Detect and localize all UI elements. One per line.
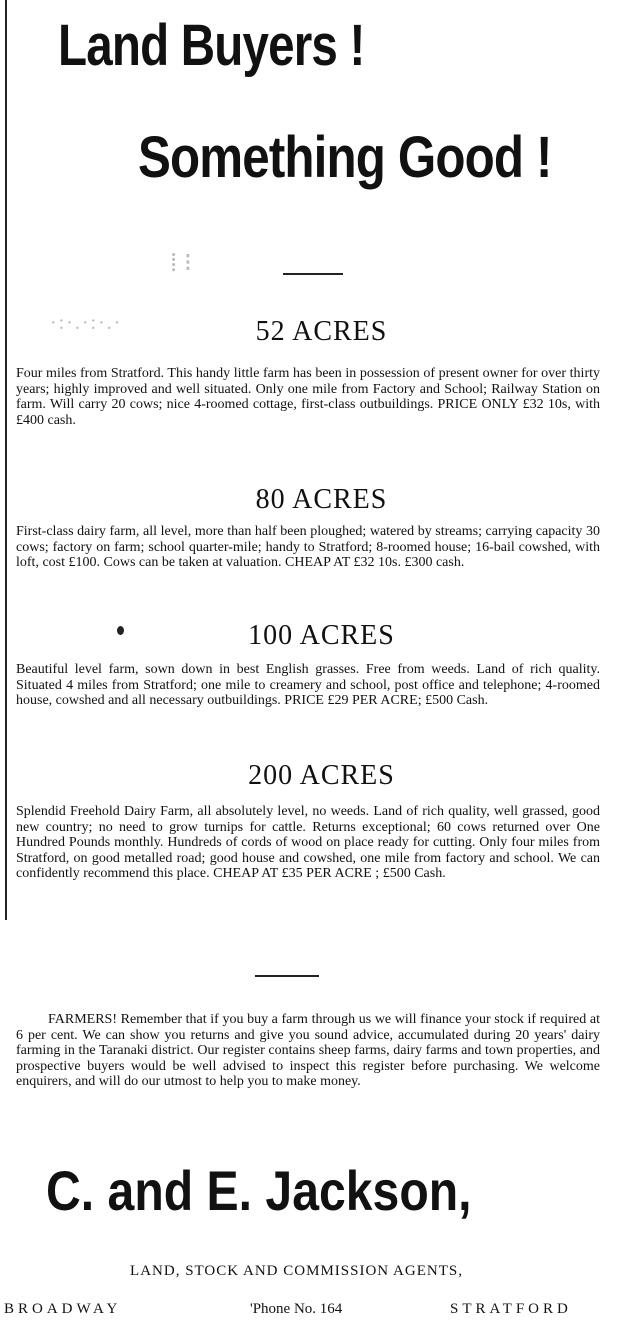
address-right: STRATFORD bbox=[450, 1301, 572, 1317]
listing-80-acres-title: 80 ACRES bbox=[255, 484, 388, 515]
firm-role: LAND, STOCK AND COMMISSION AGENTS, bbox=[130, 1263, 463, 1279]
headline: Land Buyers ! bbox=[58, 13, 365, 78]
listing-200-acres-text: Splendid Freehold Dairy Farm, all absolutely level, no weeds. Land of rich quality, well grassed, good new country; no need to grow turnips for cattle. Returns exceptional; 60 cows returned over One Hundred Pounds monthly. Hundreds of cords of wood on place ready for cutting. Only four miles from Stratford, on good metalled road; good house and cowshed, one mile from factory and school. We can confidently recommend this place. CHEAP AT £35 PER ACRE ; £500 Cash. bbox=[16, 804, 600, 881]
listing-200-acres-title: 200 ACRES bbox=[248, 760, 395, 791]
farmers-note: FARMERS! Remember that if you buy a farm through us we will finance your stock if required at 6 per cent. We can show you returns and give you sound advice, accumulated during 20 years' dairy farming in the Taranaki district. Our register contains sheep farms, dairy farms and town properties, and prospective buyers would be well advised to inspect this register before purchasing. We welcome enquirers, and will do our utmost to help you to make money. bbox=[16, 1012, 600, 1089]
separator-rule-middle bbox=[255, 975, 319, 977]
firm-name: C. and E. Jackson, bbox=[46, 1159, 472, 1222]
subheadline: Something Good ! bbox=[138, 125, 552, 190]
listing-80-acres-text: First-class dairy farm, all level, more than half been ploughed; watered by streams; carrying capacity 30 cows; factory on farm; school quarter-mile; handy to Stratford; 8-roomed house; 16-bail cowshed, with loft, cost £100. Cows can be taken at valuation. CHEAP AT £32 10s. £300 cash. bbox=[16, 524, 600, 570]
listing-100-acres-title: 100 ACRES bbox=[248, 620, 395, 651]
separator-rule-top bbox=[283, 273, 343, 275]
listing-52-acres-text: Four miles from Stratford. This handy little farm has been in possession of present owner for over thirty years; highly improved and well situated. Only one mile from Factory and School; Railway Station on farm. Will carry 20 cows; nice 4-roomed cottage, first-class outbuildings. PRICE ONLY £32 10s, with £400 cash. bbox=[16, 366, 600, 428]
faded-text-smear: ·:·.·:·.· bbox=[50, 312, 123, 334]
ink-smear-mark: ⁞ ⁝ bbox=[170, 248, 192, 277]
address-left: BROADWAY bbox=[4, 1301, 122, 1317]
listing-52-acres-title: 52 ACRES bbox=[255, 316, 388, 347]
listing-100-acres-text: Beautiful level farm, sown down in best English grasses. Free from weeds. Land of rich quality. Situated 4 miles from Stratford; one mile to creamery and school, post office and telephone; 4-roomed house, cowshed and all necessary outbuildings. PRICE £29 PER ACRE; £500 Cash. bbox=[16, 662, 600, 708]
phone-number: 'Phone No. 164 bbox=[250, 1301, 343, 1317]
